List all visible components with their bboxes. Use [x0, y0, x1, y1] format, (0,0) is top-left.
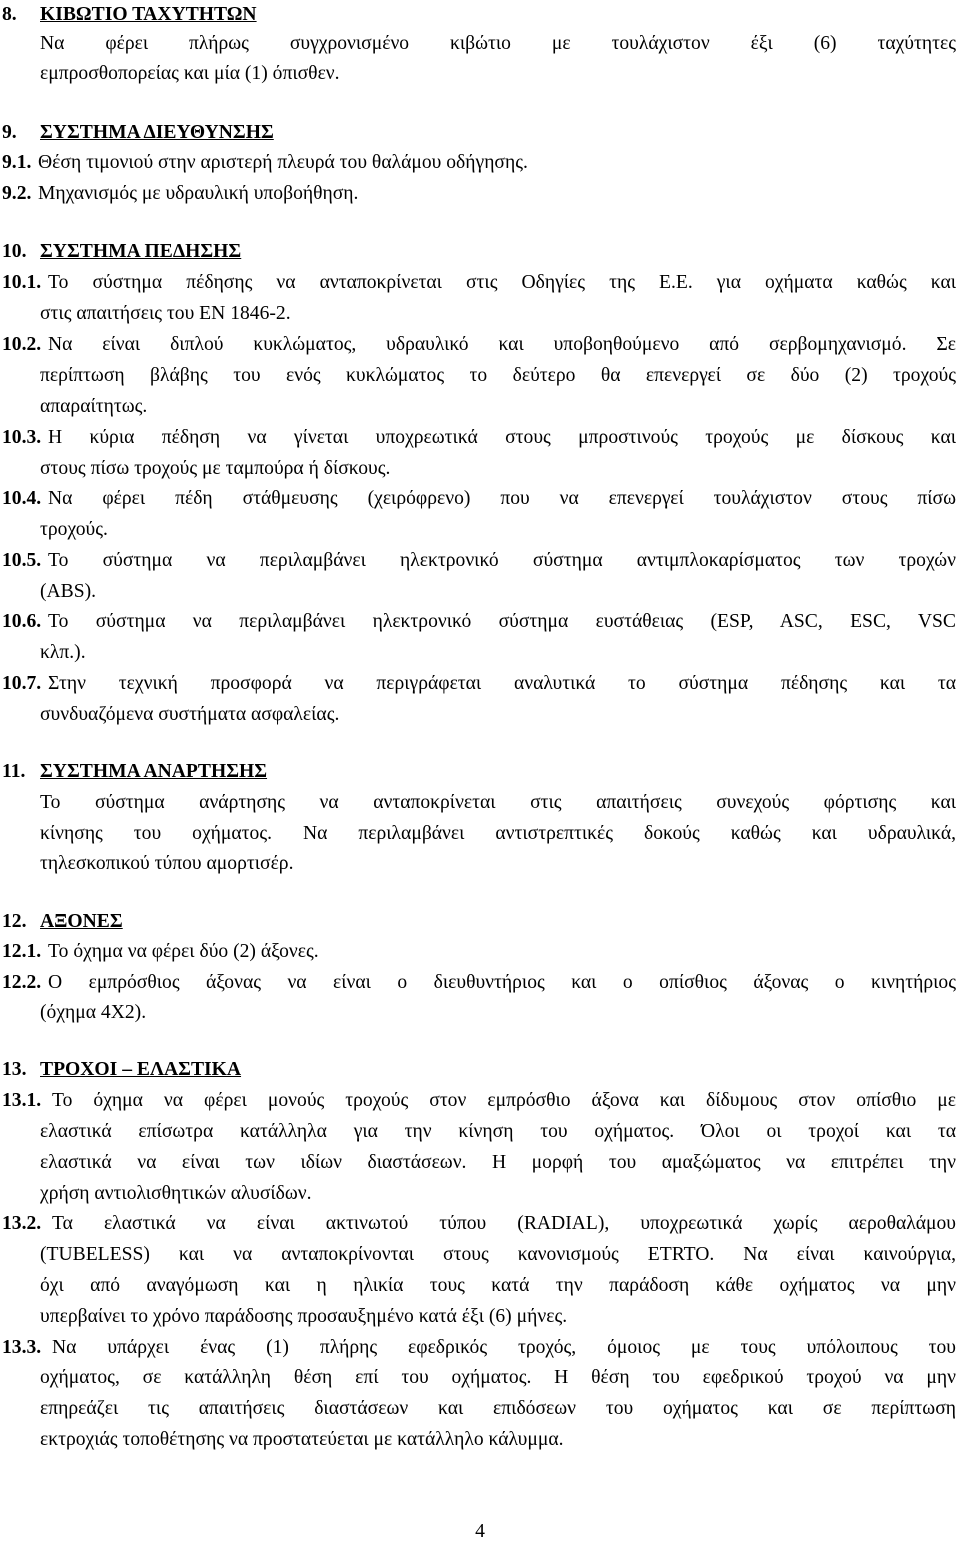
- item-text: χρήση αντιολισθητικών αλυσίδων.: [40, 1183, 312, 1204]
- item-text: στις απαιτήσεις του ΕΝ 1846-2.: [40, 303, 291, 324]
- item-text: υπερβαίνει το χρόνο παράδοσης προσαυξημένο κατά έξι (6) μήνες.: [40, 1306, 568, 1327]
- section-number: 8.: [2, 4, 17, 25]
- body-text: κίνησης του οχήματος. Να περιλαμβάνει αντιστρεπτικές δοκούς καθώς και υδραυλικά,: [40, 823, 956, 844]
- section-number: 10.: [2, 241, 27, 262]
- item-10-5-cont: [0, 577, 960, 607]
- section-number: 11.: [2, 761, 26, 782]
- section-title: ΑΞΟΝΕΣ: [40, 911, 123, 932]
- section-title: ΤΡΟΧΟΙ – ΕΛΑΣΤΙΚΑ: [40, 1059, 242, 1080]
- item-10-4-cont: [0, 515, 960, 545]
- body-text: εμπροσθοπορείας και μία (1) όπισθεν.: [40, 63, 340, 84]
- item-text: περίπτωση βλάβης του ενός κυκλώματος το δεύτερο θα επενεργεί σε δύο (2) τροχούς: [40, 365, 956, 386]
- item-text: Στην τεχνική προσφορά να περιγράφεται αναλυτικά το σύστημα πέδησης και τα: [48, 673, 956, 694]
- item-10-2-cont: [0, 361, 960, 391]
- item-10-5: [0, 546, 960, 576]
- item-text: Το σύστημα να περιλαμβάνει ηλεκτρονικό σύστημα αντιμπλοκαρίσματος των τροχών: [48, 550, 956, 571]
- section-title: ΣΥΣΤΗΜΑ ΑΝΑΡΤΗΣΗΣ: [40, 761, 268, 782]
- item-text: Τα ελαστικά να είναι ακτινωτού τύπου (RADIAL), υποχρεωτικά χωρίς αεροθαλάμου: [52, 1213, 956, 1234]
- item-number: 10.1.: [2, 272, 42, 293]
- item-text: κλπ.).: [40, 642, 86, 663]
- item-13-3-cont: [0, 1394, 960, 1424]
- item-number: 12.2.: [2, 972, 42, 993]
- item-number: 10.6.: [2, 611, 42, 632]
- item-text: εκτροχιάς τοποθέτησης να προστατεύεται με κατάλληλο κάλυμμα.: [40, 1429, 564, 1450]
- item-number: 12.1.: [2, 941, 42, 962]
- item-12-2-cont: [0, 998, 960, 1028]
- item-text: οχήματος, σε κατάλληλη θέση επί του οχήματος. Η θέση του εφεδρικού τροχού να μην: [40, 1367, 956, 1388]
- section-8-heading: [0, 0, 960, 30]
- item-text: Το όχημα να φέρει μονούς τροχούς στον εμπρόσθιο άξονα και δίδυμους στον οπίσθιο με: [52, 1090, 956, 1111]
- item-13-3: [0, 1333, 960, 1363]
- item-text: απαραίτητως.: [40, 396, 148, 417]
- item-text: στους πίσω τροχούς με ταμπούρα ή δίσκους.: [40, 458, 391, 479]
- item-10-6-cont: [0, 638, 960, 668]
- body-text: Να φέρει πλήρως συγχρονισμένο κιβώτιο με τουλάχιστον έξι (6) ταχύτητες: [40, 33, 956, 54]
- section-title: ΚΙΒΩΤΙΟ ΤΑΧΥΤΗΤΩΝ: [40, 4, 257, 25]
- item-text: (όχημα 4Χ2).: [40, 1002, 147, 1023]
- section-8-body-line: [0, 59, 960, 89]
- section-10-heading: [0, 237, 960, 267]
- item-text: Η κύρια πέδηση να γίνεται υποχρεωτικά στους μπροστινούς τροχούς με δίσκους και: [48, 427, 956, 448]
- item-text: ελαστικά να είναι των ιδίων διαστάσεων. Η μορφή του αμαξώματος να επιτρέπει την: [40, 1152, 956, 1173]
- item-text: Το σύστημα να περιλαμβάνει ηλεκτρονικό σύστημα ευστάθειας (ESP, ASC, ESC, VSC: [48, 611, 956, 632]
- item-13-1-cont: [0, 1179, 960, 1209]
- item-12-1: [0, 937, 960, 967]
- item-13-1-cont: [0, 1117, 960, 1147]
- item-number: 10.2.: [2, 334, 42, 355]
- section-11-heading: [0, 757, 960, 787]
- item-10-7: [0, 669, 960, 699]
- item-number: 9.1.: [2, 152, 32, 173]
- item-12-2: [0, 968, 960, 998]
- item-number: 13.3.: [2, 1337, 42, 1358]
- section-title: ΣΥΣΤΗΜΑ ΠΕΔΗΣΗΣ: [40, 241, 242, 262]
- section-number: 9.: [2, 122, 17, 143]
- item-text: Να υπάρχει ένας (1) πλήρης εφεδρικός τροχός, όμοιος με τους υπόλοιπους του: [52, 1337, 956, 1358]
- page-number: 4: [475, 1521, 485, 1542]
- item-9-1: [0, 148, 960, 178]
- section-11-body-line: [0, 819, 960, 849]
- section-11-body-line: [0, 849, 960, 879]
- item-10-2-cont: [0, 392, 960, 422]
- item-text: Θέση τιμονιού στην αριστερή πλευρά του θαλάμου οδήγησης.: [38, 152, 528, 173]
- item-text: Το σύστημα πέδησης να ανταποκρίνεται στις Οδηγίες της Ε.Ε. για οχήματα καθώς και: [48, 272, 956, 293]
- item-9-2: [0, 179, 960, 209]
- item-number: 10.3.: [2, 427, 42, 448]
- item-text: συνδυαζόμενα συστήματα ασφαλείας.: [40, 704, 340, 725]
- item-13-2-cont: [0, 1240, 960, 1270]
- section-11-body-line: [0, 788, 960, 818]
- item-text: Να είναι διπλού κυκλώματος, υδραυλικό και υποβοηθούμενο από σερβομηχανισμό. Σε: [48, 334, 956, 355]
- item-13-2: [0, 1209, 960, 1239]
- item-number: 13.2.: [2, 1213, 42, 1234]
- item-13-3-cont: [0, 1363, 960, 1393]
- item-13-1: [0, 1086, 960, 1116]
- item-10-7-cont: [0, 700, 960, 730]
- item-10-1: [0, 268, 960, 298]
- item-10-1-cont: [0, 299, 960, 329]
- section-8-body-line: [0, 29, 960, 59]
- item-text: Ο εμπρόσθιος άξονας να είναι ο διευθυντήριος και ο οπίσθιος άξονας ο κινητήριος: [48, 972, 956, 993]
- section-12-heading: [0, 907, 960, 937]
- item-text: επηρεάζει τις απαιτήσεις διαστάσεων και επιδόσεων του οχήματος και σε περίπτωση: [40, 1398, 956, 1419]
- item-13-3-cont: [0, 1425, 960, 1455]
- item-10-6: [0, 607, 960, 637]
- item-10-2: [0, 330, 960, 360]
- item-text: Μηχανισμός με υδραυλική υποβοήθηση.: [38, 183, 359, 204]
- item-text: τροχούς.: [40, 519, 108, 540]
- item-13-2-cont: [0, 1302, 960, 1332]
- item-text: Να φέρει πέδη στάθμευσης (χειρόφρενο) που να επενεργεί τουλάχιστον στους πίσω: [48, 488, 956, 509]
- item-number: 10.5.: [2, 550, 42, 571]
- item-10-3-cont: [0, 454, 960, 484]
- section-title: ΣΥΣΤΗΜΑ ΔΙΕΥΘΥΝΣΗΣ: [40, 122, 274, 143]
- item-text: (TUBELESS) και να ανταποκρίνονται στους κανονισμούς ETRTO. Να είναι καινούργια,: [40, 1244, 956, 1265]
- item-number: 10.7.: [2, 673, 42, 694]
- item-10-3: [0, 423, 960, 453]
- body-text: τηλεσκοπικού τύπου αμορτισέρ.: [40, 853, 294, 874]
- item-text: (ABS).: [40, 581, 97, 602]
- item-10-4: [0, 484, 960, 514]
- item-number: 10.4.: [2, 488, 42, 509]
- item-number: 13.1.: [2, 1090, 42, 1111]
- item-text: όχι από αναγόμωση και η ηλικία τους κατά την παράδοση κάθε οχήματος να μην: [40, 1275, 956, 1296]
- section-13-heading: [0, 1055, 960, 1085]
- section-9-heading: [0, 118, 960, 148]
- item-13-2-cont: [0, 1271, 960, 1301]
- item-number: 9.2.: [2, 183, 32, 204]
- section-number: 12.: [2, 911, 27, 932]
- item-text: Το όχημα να φέρει δύο (2) άξονες.: [48, 941, 319, 962]
- item-text: ελαστικά επίσωτρα κατάλληλα για την κίνηση του οχήματος. Όλοι οι τροχοί και τα: [40, 1121, 956, 1142]
- body-text: Το σύστημα ανάρτησης να ανταποκρίνεται στις απαιτήσεις συνεχούς φόρτισης και: [40, 792, 956, 813]
- item-13-1-cont: [0, 1148, 960, 1178]
- section-number: 13.: [2, 1059, 27, 1080]
